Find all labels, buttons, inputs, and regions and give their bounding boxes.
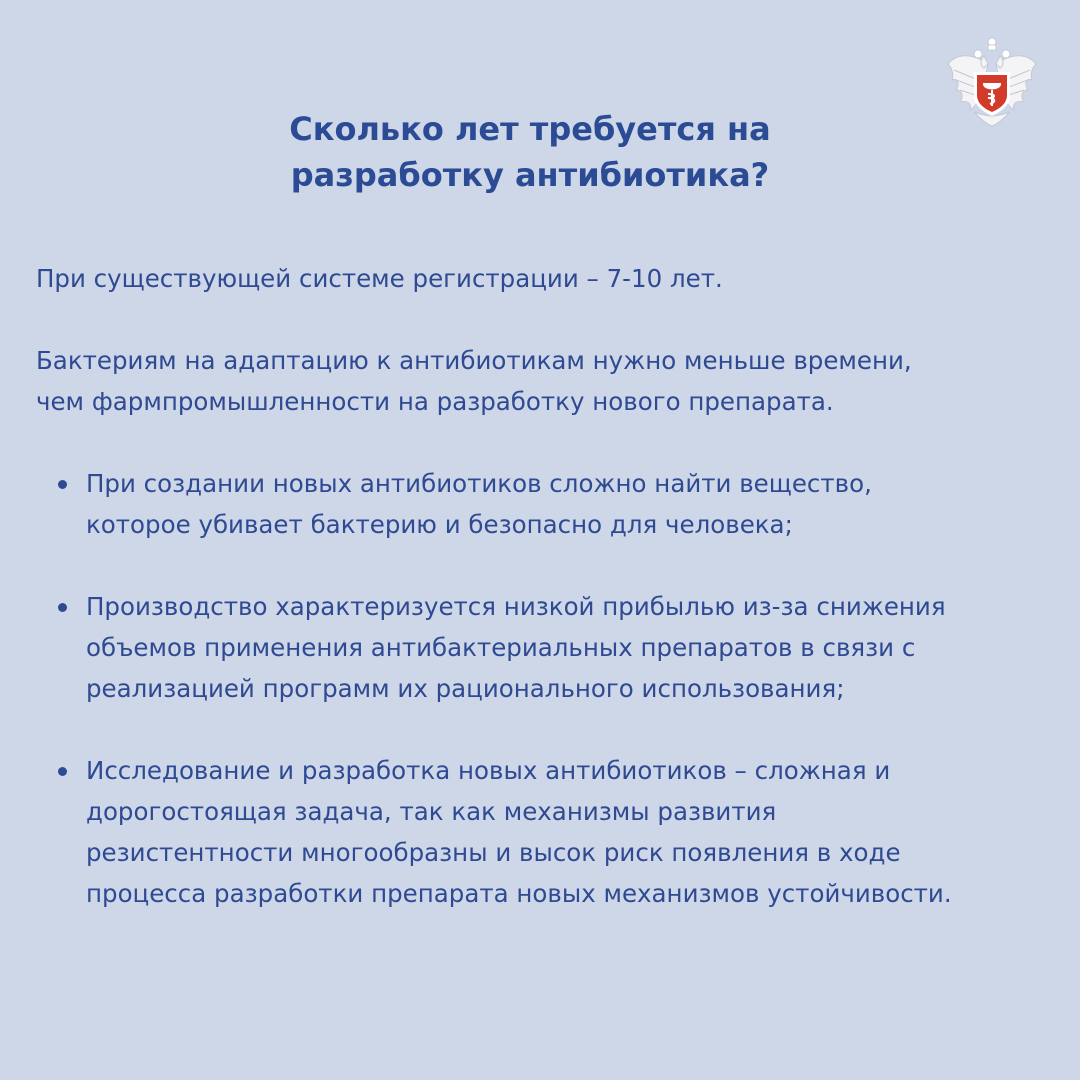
list-item-line: Исследование и разработка новых антибиотиков – сложная и — [86, 756, 891, 785]
list-item-line: процесса разработки препарата новых механизмов устойчивости. — [86, 879, 952, 908]
list-item-line: Производство характеризуется низкой прибылью из-за снижения — [86, 592, 946, 621]
main-content — [36, 258, 1066, 955]
list-item — [36, 586, 1066, 709]
title-line: Сколько лет требуется на — [289, 110, 771, 148]
registration-time-paragraph — [36, 258, 1066, 299]
list-item — [36, 750, 1066, 914]
list-item-line: резистентности многообразны и высок риск появления в ходе — [86, 838, 901, 867]
paragraph-line: чем фармпромышленности на разработку нового препарата. — [36, 387, 834, 416]
paragraph-line: Бактериям на адаптацию к антибиотикам нужно меньше времени, — [36, 346, 912, 375]
page-title — [0, 106, 1060, 198]
list-item-line: дорогостоящая задача, так как механизмы развития — [86, 797, 777, 826]
list-item-line: При создании новых антибиотиков сложно найти вещество, — [86, 469, 872, 498]
bacteria-adaptation-paragraph — [36, 340, 1066, 422]
bullet-icon — [58, 603, 67, 612]
bullet-icon — [58, 767, 67, 776]
list-item — [36, 463, 1066, 545]
paragraph-line: При существующей системе регистрации – 7-10 лет. — [36, 264, 723, 293]
list-item-line: реализацией программ их рационального использования; — [86, 674, 845, 703]
bullet-icon — [58, 480, 67, 489]
list-item-line: объемов применения антибактериальных препаратов в связи с — [86, 633, 916, 662]
list-item-line: которое убивает бактерию и безопасно для человека; — [86, 510, 793, 539]
reasons-list — [36, 463, 1066, 914]
title-line: разработку антибиотика? — [290, 156, 770, 194]
